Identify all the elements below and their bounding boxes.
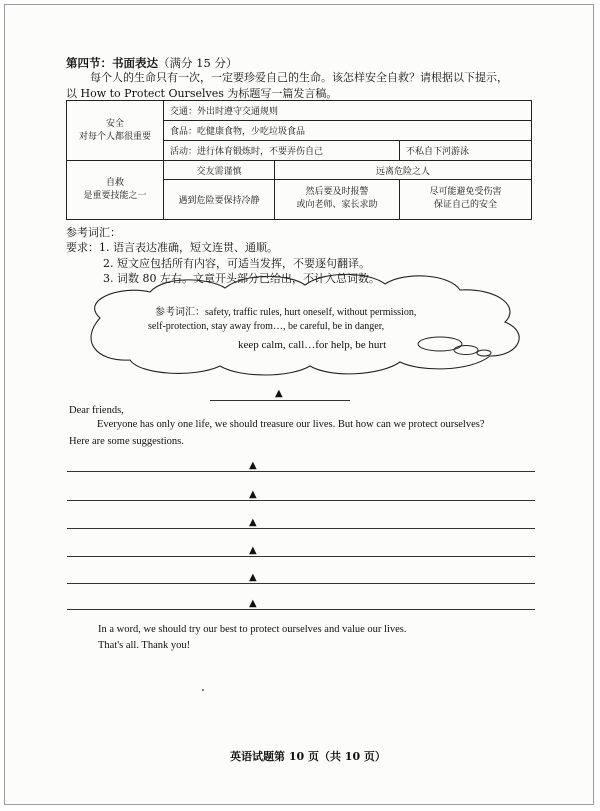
requirement-2: 2. 短文应包括所有内容，可适当发挥，不要逐句翻译。 xyxy=(103,257,370,270)
print-speck xyxy=(202,689,204,691)
answer-line[interactable] xyxy=(67,609,535,610)
section-heading: 第四节：书面表达（满分 15 分） xyxy=(66,56,238,70)
answer-marker: ▲ xyxy=(249,598,257,609)
safety-heading: 安全 对每个人都很重要 xyxy=(67,101,164,161)
answer-marker: ▲ xyxy=(249,489,257,500)
requirement-3: 3. 词数 80 左右。文章开头部分已给出，不计入总词数。 xyxy=(103,272,380,285)
letter-closing-line-1: In a word, we should try our best to protect ourselves and value our lives. xyxy=(98,624,407,635)
call-police-cell: 然后要及时报警 或向老师、家长求助 xyxy=(275,179,400,219)
answer-marker: ▲ xyxy=(249,460,257,471)
answer-line[interactable] xyxy=(67,583,535,584)
requirement-1: 要求：1. 语言表达准确，短文连贯、通顺。 xyxy=(66,241,278,254)
self-rescue-heading: 自救 是重要技能之一 xyxy=(67,161,164,220)
cloud-vocab-line-1: 参考词汇：safety, traffic rules, hurt oneself, without permission, xyxy=(155,307,417,318)
answer-line[interactable] xyxy=(67,556,535,557)
answer-marker: ▲ xyxy=(249,572,257,583)
answer-line[interactable] xyxy=(67,528,535,529)
letter-body-line-2: Here are some suggestions. xyxy=(69,436,184,447)
stay-away-cell: 远离危险之人 xyxy=(275,161,532,179)
letter-closing-line-2: That's all. Thank you! xyxy=(98,640,191,651)
prompt-line-2: 以 How to Protect Ourselves 为标题写一篇发言稿。 xyxy=(66,87,338,100)
answer-line[interactable] xyxy=(67,500,535,501)
page-footer: 英语试题第 10 页（共 10 页） xyxy=(230,750,386,763)
friends-cell: 交友需谨慎 xyxy=(164,161,275,179)
letter-body-line-1: Everyone has only one life, we should treasure our lives. But how can we protect ourselves? xyxy=(97,419,485,430)
cloud-vocab-line-2: self-protection, stay away from…, be careful, be in danger, xyxy=(148,321,385,332)
answer-marker: ▲ xyxy=(249,517,257,528)
prompt-line-1: 每个人的生命只有一次，一定要珍爱自己的生命。该怎样安全自救？请根据以下提示， xyxy=(90,71,508,84)
reference-title: 参考词汇： xyxy=(66,226,121,239)
activity-cell: 活动：进行体育锻炼时，不要弄伤自己 xyxy=(164,141,400,161)
answer-line[interactable] xyxy=(67,471,535,472)
cloud-vocab-line-3: keep calm, call…for help, be hurt xyxy=(238,339,387,351)
swim-cell: 不私自下河游泳 xyxy=(400,141,532,161)
traffic-cell: 交通：外出时遵守交通规则 xyxy=(164,101,532,121)
title-blank-line[interactable] xyxy=(210,400,350,401)
food-cell: 食品：吃健康食物，少吃垃圾食品 xyxy=(164,121,532,141)
avoid-harm-cell: 尽可能避免受伤害 保证自己的安全 xyxy=(400,179,532,219)
title-blank-marker: ▲ xyxy=(275,388,283,399)
letter-greeting: Dear friends, xyxy=(69,405,124,416)
answer-marker: ▲ xyxy=(249,545,257,556)
keep-calm-cell: 遇到危险要保持冷静 xyxy=(164,179,275,219)
